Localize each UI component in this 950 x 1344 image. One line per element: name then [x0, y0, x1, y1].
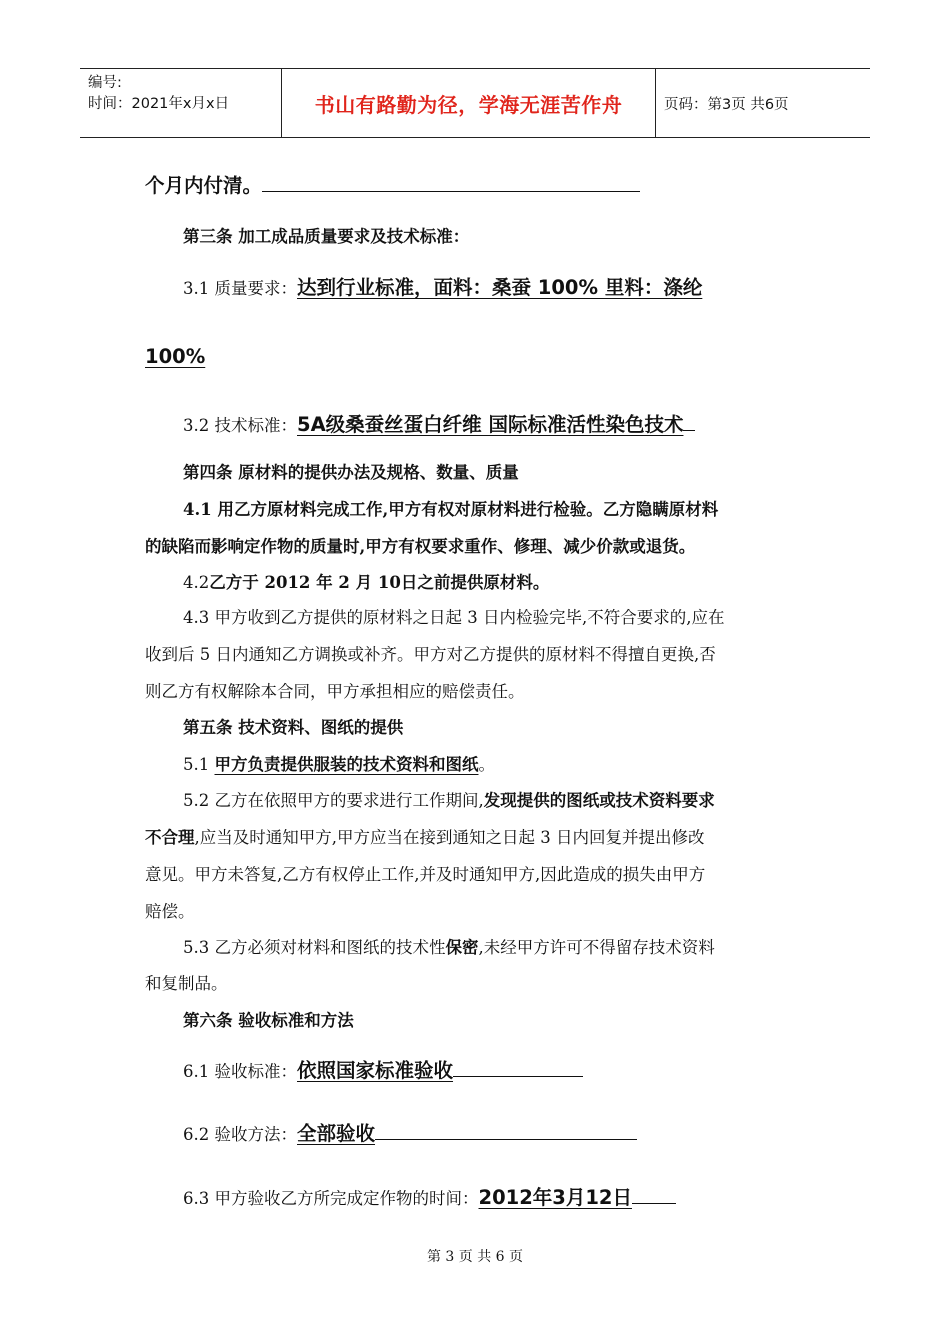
- clause-5-2-continued: 赔偿。: [145, 902, 195, 921]
- clause-3-1-continued: 100%: [145, 345, 206, 368]
- clause-5-2-continued: 不合理,应当及时通知甲方,甲方应当在接到通知之日起 3 日内回复并提出修改: [145, 828, 705, 847]
- doc-code-label: 编号:: [88, 75, 122, 91]
- page-footer: 第 3 页 共 6 页: [426, 1249, 524, 1265]
- section-heading: 第四条 原材料的提供办法及规格、数量、质量: [183, 463, 519, 482]
- clause-3-1: 3.1 质量要求：达到行业标准，面料：桑蚕 100% 里料：涤纶: [183, 276, 703, 299]
- clause-6-3: 6.3 甲方验收乙方所完成定作物的时间：2012年3月12日: [183, 1182, 676, 1210]
- clause-4-3: 4.3 甲方收到乙方提供的原材料之日起 3 日内检验完毕,不符合要求的,应在: [183, 608, 725, 627]
- clause-3-2: 3.2 技术标准：5A级桑蚕丝蛋白纤维 国际标准活性染色技术: [183, 409, 695, 437]
- clause-4-3-continued: 收到后 5 日内通知乙方调换或补齐。甲方对乙方提供的原材料不得擅自更换,否: [145, 645, 716, 664]
- clause-4-1-continued: 的缺陷而影响定作物的质量时,甲方有权要求重作、修理、减少价款或退货。: [145, 537, 696, 556]
- doc-date-label: 时间：2021年x月x日: [88, 96, 230, 112]
- clause-4-1: 4.1 用乙方原材料完成工作,甲方有权对原材料进行检验。乙方隐瞒原材料: [183, 500, 719, 519]
- section-heading: 第三条 加工成品质量要求及技术标准：: [183, 227, 470, 246]
- header-motto: 书山有路勤为径，学海无涯苦作舟: [282, 69, 656, 137]
- clause-4-3-continued: 则乙方有权解除本合同，甲方承担相应的赔偿责任。: [145, 682, 525, 701]
- clause-5-3-continued: 和复制品。: [145, 974, 228, 993]
- paragraph-line: 个月内付清。: [145, 170, 640, 198]
- clause-5-1: 5.1 甲方负责提供服装的技术资料和图纸。: [183, 755, 495, 774]
- clause-6-2: 6.2 验收方法：全部验收: [183, 1118, 637, 1146]
- header-page-number: 页码：第3页 共6页: [664, 96, 789, 113]
- section-heading: 第五条 技术资料、图纸的提供: [183, 718, 404, 737]
- clause-5-2: 5.2 乙方在依照甲方的要求进行工作期间,发现提供的图纸或技术资料要求: [183, 791, 715, 810]
- header-meta: [80, 69, 282, 137]
- page-header: [80, 68, 870, 138]
- section-heading: 第六条 验收标准和方法: [183, 1011, 354, 1030]
- clause-6-1: 6.1 验收标准：依照国家标准验收: [183, 1055, 583, 1083]
- clause-4-2: 4.2乙方于 2012 年 2 月 10日之前提供原材料。: [183, 573, 550, 592]
- clause-5-3: 5.3 乙方必须对材料和图纸的技术性保密,未经甲方许可不得留存技术资料: [183, 938, 715, 957]
- clause-5-2-continued: 意见。甲方未答复,乙方有权停止工作,并及时通知甲方,因此造成的损失由甲方: [145, 865, 706, 884]
